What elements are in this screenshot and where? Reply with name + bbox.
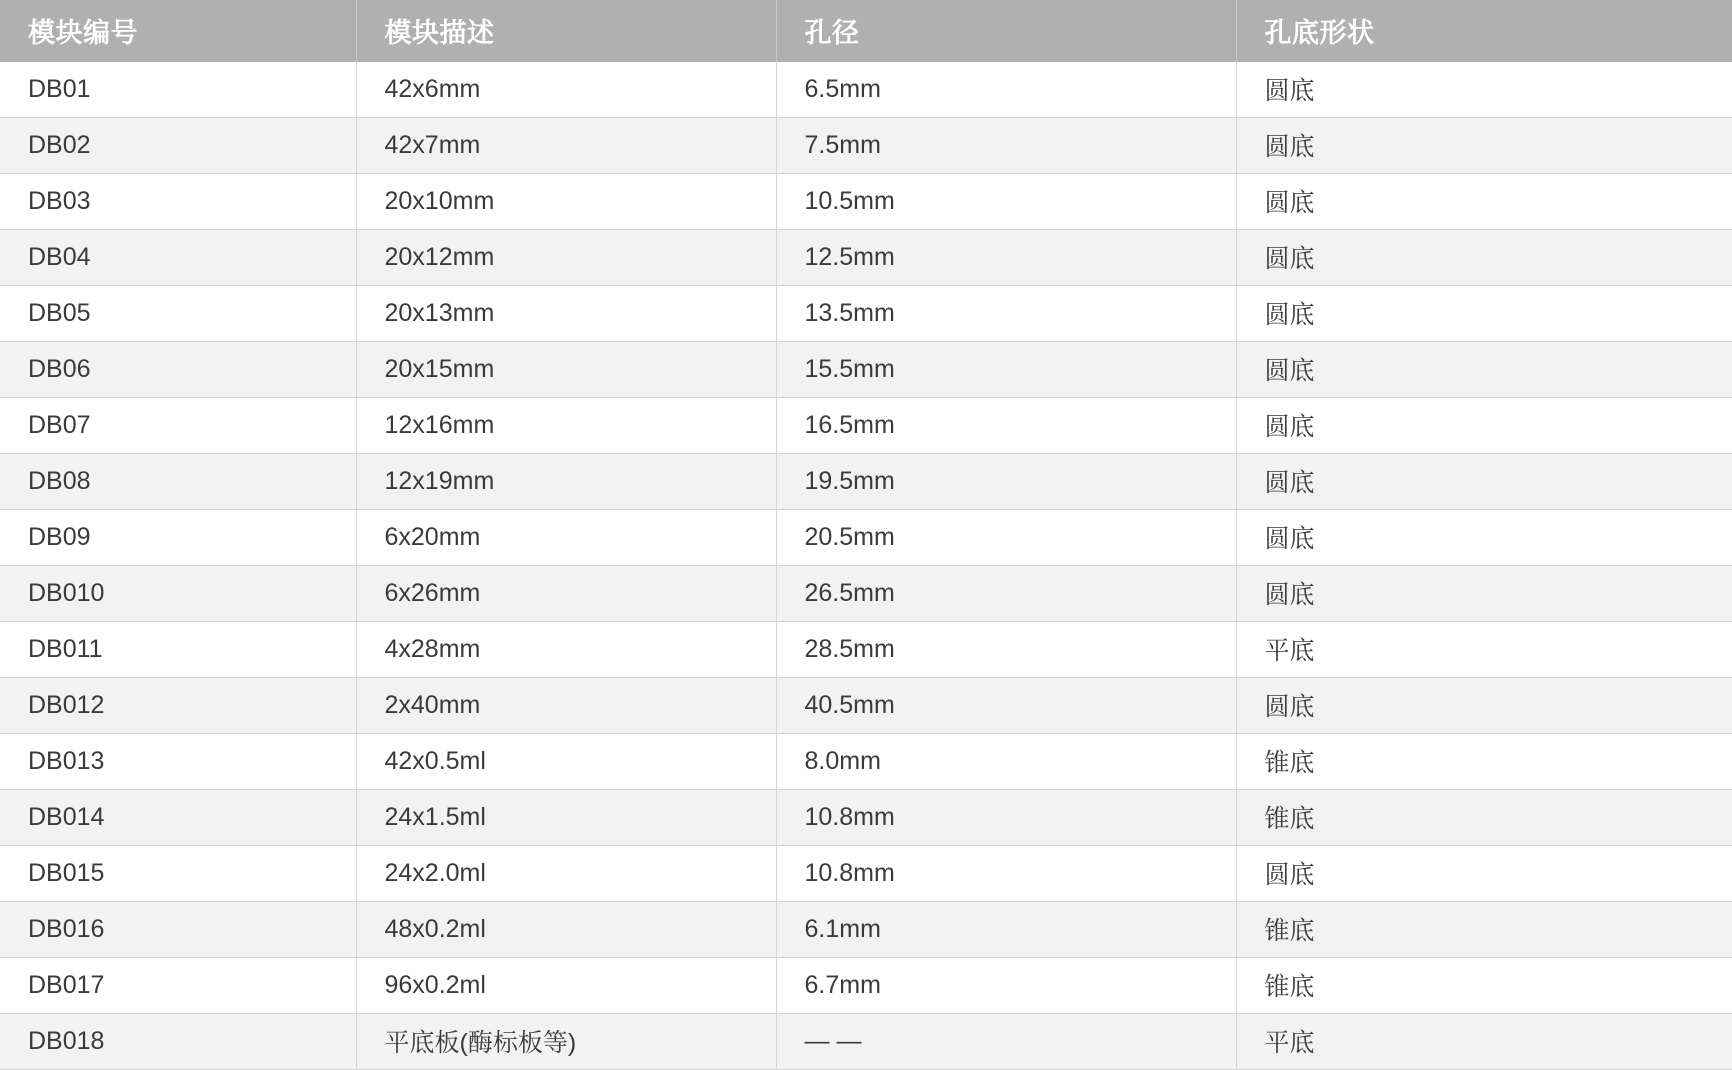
cell-module-description: 4x28mm bbox=[356, 622, 776, 678]
cell-module-description: 20x12mm bbox=[356, 230, 776, 286]
cell-hole-bottom-shape: 圆底 bbox=[1236, 230, 1732, 286]
column-header-module-id: 模块编号 bbox=[0, 0, 356, 62]
table-row bbox=[0, 398, 1732, 454]
cell-hole-diameter: 7.5mm bbox=[776, 118, 1236, 174]
cell-hole-diameter: 6.7mm bbox=[776, 958, 1236, 1014]
cell-hole-diameter: 20.5mm bbox=[776, 510, 1236, 566]
cell-module-id: DB03 bbox=[0, 174, 356, 230]
table-body bbox=[0, 62, 1732, 1070]
table-row bbox=[0, 510, 1732, 566]
cell-hole-diameter: 10.5mm bbox=[776, 174, 1236, 230]
cell-module-id: DB013 bbox=[0, 734, 356, 790]
table-row bbox=[0, 62, 1732, 118]
cell-module-description: 平底板(酶标板等) bbox=[356, 1014, 776, 1070]
cell-module-id: DB016 bbox=[0, 902, 356, 958]
table-row bbox=[0, 454, 1732, 510]
table-row bbox=[0, 566, 1732, 622]
cell-module-id: DB07 bbox=[0, 398, 356, 454]
table-row bbox=[0, 286, 1732, 342]
cell-hole-bottom-shape: 圆底 bbox=[1236, 286, 1732, 342]
cell-module-description: 20x10mm bbox=[356, 174, 776, 230]
cell-module-id: DB05 bbox=[0, 286, 356, 342]
cell-hole-bottom-shape: 圆底 bbox=[1236, 454, 1732, 510]
cell-hole-diameter: 13.5mm bbox=[776, 286, 1236, 342]
cell-hole-bottom-shape: 圆底 bbox=[1236, 678, 1732, 734]
cell-hole-bottom-shape: 圆底 bbox=[1236, 342, 1732, 398]
table-row bbox=[0, 622, 1732, 678]
cell-hole-diameter: — — bbox=[776, 1014, 1236, 1070]
column-header-module-description: 模块描述 bbox=[356, 0, 776, 62]
cell-hole-diameter: 16.5mm bbox=[776, 398, 1236, 454]
cell-module-id: DB018 bbox=[0, 1014, 356, 1070]
cell-hole-bottom-shape: 圆底 bbox=[1236, 118, 1732, 174]
cell-hole-bottom-shape: 平底 bbox=[1236, 1014, 1732, 1070]
table-row bbox=[0, 678, 1732, 734]
cell-module-description: 20x15mm bbox=[356, 342, 776, 398]
cell-module-description: 42x6mm bbox=[356, 62, 776, 118]
cell-hole-bottom-shape: 平底 bbox=[1236, 622, 1732, 678]
cell-hole-diameter: 6.5mm bbox=[776, 62, 1236, 118]
cell-module-description: 6x26mm bbox=[356, 566, 776, 622]
table-row bbox=[0, 174, 1732, 230]
table-row bbox=[0, 958, 1732, 1014]
cell-module-description: 42x7mm bbox=[356, 118, 776, 174]
table-header bbox=[0, 0, 1732, 62]
cell-module-id: DB017 bbox=[0, 958, 356, 1014]
cell-module-description: 24x2.0ml bbox=[356, 846, 776, 902]
cell-module-description: 48x0.2ml bbox=[356, 902, 776, 958]
table-row bbox=[0, 846, 1732, 902]
table-row bbox=[0, 1014, 1732, 1070]
cell-module-description: 42x0.5ml bbox=[356, 734, 776, 790]
cell-hole-bottom-shape: 锥底 bbox=[1236, 958, 1732, 1014]
cell-hole-bottom-shape: 圆底 bbox=[1236, 846, 1732, 902]
cell-hole-bottom-shape: 圆底 bbox=[1236, 174, 1732, 230]
column-header-hole-diameter: 孔径 bbox=[776, 0, 1236, 62]
cell-module-id: DB014 bbox=[0, 790, 356, 846]
cell-hole-bottom-shape: 锥底 bbox=[1236, 734, 1732, 790]
cell-module-id: DB015 bbox=[0, 846, 356, 902]
cell-module-id: DB01 bbox=[0, 62, 356, 118]
cell-hole-bottom-shape: 圆底 bbox=[1236, 510, 1732, 566]
cell-module-id: DB09 bbox=[0, 510, 356, 566]
cell-hole-diameter: 28.5mm bbox=[776, 622, 1236, 678]
table-row bbox=[0, 118, 1732, 174]
cell-module-description: 24x1.5ml bbox=[356, 790, 776, 846]
cell-hole-bottom-shape: 锥底 bbox=[1236, 902, 1732, 958]
cell-module-description: 2x40mm bbox=[356, 678, 776, 734]
table-row bbox=[0, 790, 1732, 846]
cell-module-id: DB02 bbox=[0, 118, 356, 174]
table-row bbox=[0, 230, 1732, 286]
cell-hole-bottom-shape: 圆底 bbox=[1236, 566, 1732, 622]
cell-module-id: DB010 bbox=[0, 566, 356, 622]
table-row bbox=[0, 902, 1732, 958]
cell-hole-diameter: 8.0mm bbox=[776, 734, 1236, 790]
cell-module-id: DB012 bbox=[0, 678, 356, 734]
cell-hole-diameter: 10.8mm bbox=[776, 790, 1236, 846]
cell-module-id: DB011 bbox=[0, 622, 356, 678]
cell-hole-diameter: 26.5mm bbox=[776, 566, 1236, 622]
column-header-hole-bottom-shape: 孔底形状 bbox=[1236, 0, 1732, 62]
cell-module-description: 20x13mm bbox=[356, 286, 776, 342]
cell-hole-diameter: 19.5mm bbox=[776, 454, 1236, 510]
cell-hole-diameter: 6.1mm bbox=[776, 902, 1236, 958]
cell-hole-bottom-shape: 圆底 bbox=[1236, 62, 1732, 118]
cell-module-id: DB04 bbox=[0, 230, 356, 286]
cell-module-description: 12x16mm bbox=[356, 398, 776, 454]
cell-hole-diameter: 15.5mm bbox=[776, 342, 1236, 398]
cell-hole-diameter: 12.5mm bbox=[776, 230, 1236, 286]
cell-module-description: 12x19mm bbox=[356, 454, 776, 510]
table-row bbox=[0, 734, 1732, 790]
table-header-row bbox=[0, 0, 1732, 62]
cell-hole-diameter: 10.8mm bbox=[776, 846, 1236, 902]
cell-module-id: DB08 bbox=[0, 454, 356, 510]
cell-module-description: 96x0.2ml bbox=[356, 958, 776, 1014]
table-row bbox=[0, 342, 1732, 398]
cell-module-description: 6x20mm bbox=[356, 510, 776, 566]
cell-module-id: DB06 bbox=[0, 342, 356, 398]
cell-hole-bottom-shape: 圆底 bbox=[1236, 398, 1732, 454]
cell-hole-bottom-shape: 锥底 bbox=[1236, 790, 1732, 846]
cell-hole-diameter: 40.5mm bbox=[776, 678, 1236, 734]
